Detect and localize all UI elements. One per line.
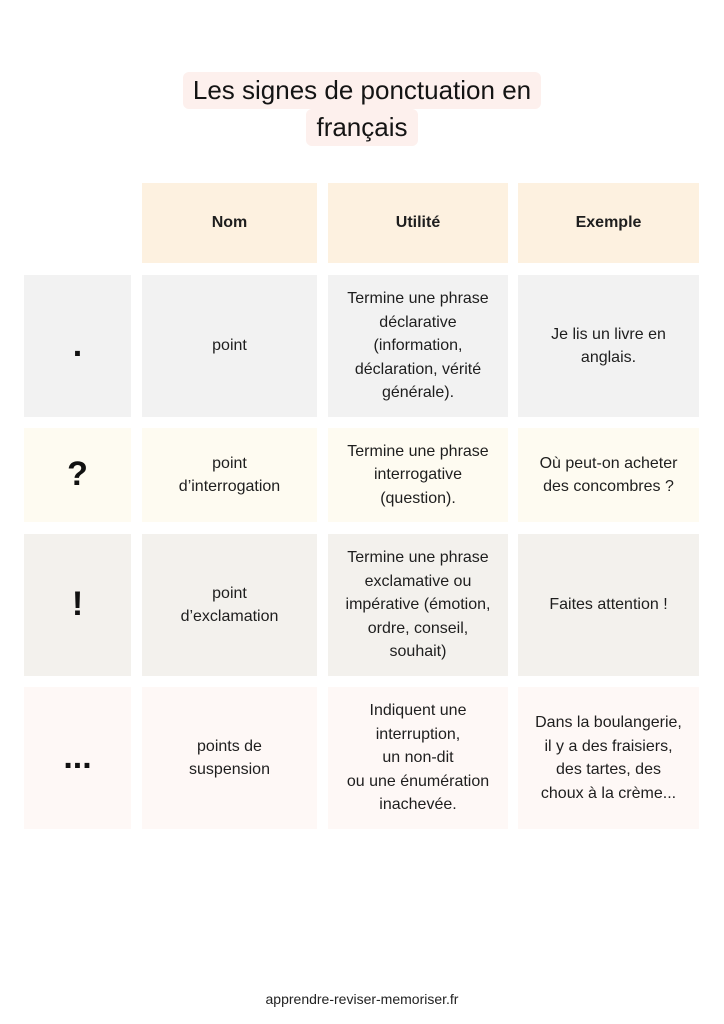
symbol-cell-exclamation: ! [24,534,131,676]
usage-cell-interrogation: Termine une phrase interrogative (question). [328,428,508,522]
title-line-2: français [306,109,417,146]
title-line-1: Les signes de ponctuation en [183,72,541,109]
footer-website: apprendre-reviser-memoriser.fr [265,991,459,1007]
name-cell-suspension: points de suspension [142,687,317,829]
example-cell-interrogation: Où peut-on acheter des concombres ? [518,428,699,522]
usage-cell-point: Termine une phrase déclarative (information, déclaration, vérité générale). [328,275,508,417]
symbol-cell-point: . [24,275,131,417]
name-cell-interrogation: point d’interrogation [142,428,317,522]
column-header-utilite: Utilité [328,183,508,263]
column-header-exemple: Exemple [518,183,699,263]
example-cell-exclamation: Faites attention ! [518,534,699,676]
example-cell-suspension: Dans la boulangerie, il y a des fraisiers, des tartes, des choux à la crème... [518,687,699,829]
example-cell-point: Je lis un livre en anglais. [518,275,699,417]
page-title [0,72,724,146]
name-cell-exclamation: point d’exclamation [142,534,317,676]
usage-cell-exclamation: Termine une phrase exclamative ou impérative (émotion, ordre, conseil, souhait) [328,534,508,676]
symbol-cell-suspension: ... [24,687,131,829]
usage-cell-suspension: Indiquent une interruption, un non-dit ou une énumération inachevée. [328,687,508,829]
column-header-nom: Nom [142,183,317,263]
name-cell-point: point [142,275,317,417]
symbol-cell-interrogation: ? [24,428,131,522]
